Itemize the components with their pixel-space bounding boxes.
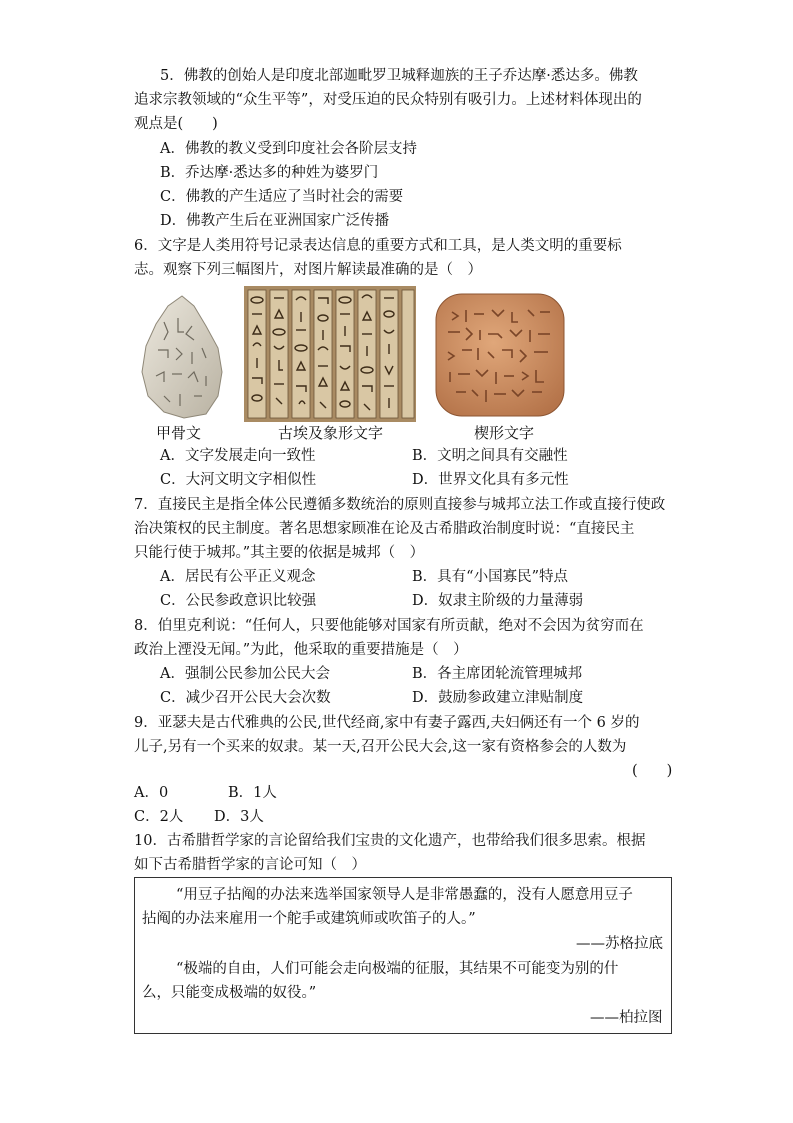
q7-option-d[interactable]: D．奴隶主阶级的力量薄弱 — [412, 593, 584, 609]
q7-option-b[interactable]: B．具有“小国寡民”特点 — [412, 569, 568, 585]
hieroglyph-caption: 古埃及象形文字 — [278, 424, 384, 442]
quote-plato-line-1: “极端的自由，人们可能会走向极端的征服，其结果不可能变为别的什 — [176, 961, 619, 977]
q7-option-a[interactable]: A．居民有公平正义观念 — [160, 569, 316, 585]
q5-line-2: 追求宗教领域的“众生平等”，对受压迫的民众特别有吸引力。上述材料体现出的 — [134, 92, 642, 108]
q8-option-d[interactable]: D．鼓励参政建立津贴制度 — [412, 690, 584, 706]
q9-answer-paren: ( ) — [632, 763, 673, 779]
q8-line-1: 8．伯里克利说：“任何人，只要他能够对国家有所贡献，绝对不会因为贫穷而在 — [134, 618, 644, 634]
quote-socrates-line-1: “用豆子拈阄的办法来选举国家领导人是非常愚蠢的，没有人愿意用豆子 — [176, 887, 633, 903]
quote-plato-line-2: 么，只能变成极端的奴役。” — [142, 985, 317, 1001]
quote-plato-author: ——柏拉图 — [590, 1010, 663, 1026]
q8-option-b[interactable]: B．各主席团轮流管理城邦 — [412, 666, 583, 682]
q6-option-c[interactable]: C．大河文明文字相似性 — [160, 472, 317, 488]
q5-line-3: 观点是( ) — [134, 116, 218, 132]
quote-socrates-author: ——苏格拉底 — [576, 936, 663, 952]
q10-line-1: 10．古希腊哲学家的言论留给我们宝贵的文化遗产，也带给我们很多思索。根据 — [134, 833, 646, 849]
hieroglyph-image — [244, 286, 416, 422]
q7-line-2: 治决策权的民主制度。著名思想家顾准在论及古希腊政治制度时说：“直接民主 — [134, 521, 635, 537]
q9-option-c[interactable]: C．2人 — [134, 809, 184, 825]
q7-line-3: 只能行使于城邦。”其主要的依据是城邦（ ） — [134, 545, 425, 561]
quote-socrates-line-2: 拈阄的办法来雇用一个舵手或建筑师或吹笛子的人。” — [142, 911, 476, 927]
cuneiform-tablet-image — [432, 290, 568, 420]
q6-option-b[interactable]: B．文明之间具有交融性 — [412, 448, 568, 464]
oracle-bone-caption: 甲骨文 — [156, 424, 202, 442]
q7-line-1: 7．直接民主是指全体公民遵循多数统治的原则直接参与城邦立法工作或直接行使政 — [134, 497, 666, 513]
q8-option-c[interactable]: C．减少召开公民大会次数 — [160, 690, 331, 706]
q5-line-1: 5．佛教的创始人是印度北部迦毗罗卫城释迦族的王子乔达摩·悉达多。佛教 — [160, 68, 638, 84]
q5-option-a[interactable]: A．佛教的教义受到印度社会各阶层支持 — [160, 141, 417, 157]
cuneiform-caption: 楔形文字 — [474, 424, 535, 442]
q6-line-1: 6．文字是人类用符号记录表达信息的重要方式和工具，是人类文明的重要标 — [134, 238, 622, 254]
q9-line-2: 儿子,另有一个买来的奴隶。某一天,召开公民大会,这一家有资格参会的人数为 — [134, 739, 627, 755]
q10-line-2: 如下古希腊哲学家的言论可知（ ） — [134, 857, 366, 873]
q9-option-b[interactable]: B．1人 — [228, 785, 277, 801]
q9-line-1: 9．亚瑟夫是古代雅典的公民,世代经商,家中有妻子露西,夫妇俩还有一个 6 岁的 — [134, 715, 640, 731]
q8-option-a[interactable]: A．强制公民参加公民大会 — [160, 666, 330, 682]
q7-option-c[interactable]: C．公民参政意识比较强 — [160, 593, 317, 609]
q5-option-c[interactable]: C．佛教的产生适应了当时社会的需要 — [160, 189, 404, 205]
q6-line-2: 志。观察下列三幅图片，对图片解读最准确的是（ ） — [134, 262, 482, 278]
q8-line-2: 政治上湮没无闻。”为此，他采取的重要措施是（ ） — [134, 642, 468, 658]
q9-option-a[interactable]: A．0 — [134, 785, 169, 801]
q9-option-d[interactable]: D．3人 — [214, 809, 264, 825]
oracle-bone-image — [134, 292, 226, 420]
q6-option-a[interactable]: A．文字发展走向一致性 — [160, 448, 316, 464]
q5-option-b[interactable]: B．乔达摩·悉达多的种姓为婆罗门 — [160, 165, 379, 181]
q5-option-d[interactable]: D．佛教产生后在亚洲国家广泛传播 — [160, 213, 390, 229]
q6-option-d[interactable]: D．世界文化具有多元性 — [412, 472, 569, 488]
